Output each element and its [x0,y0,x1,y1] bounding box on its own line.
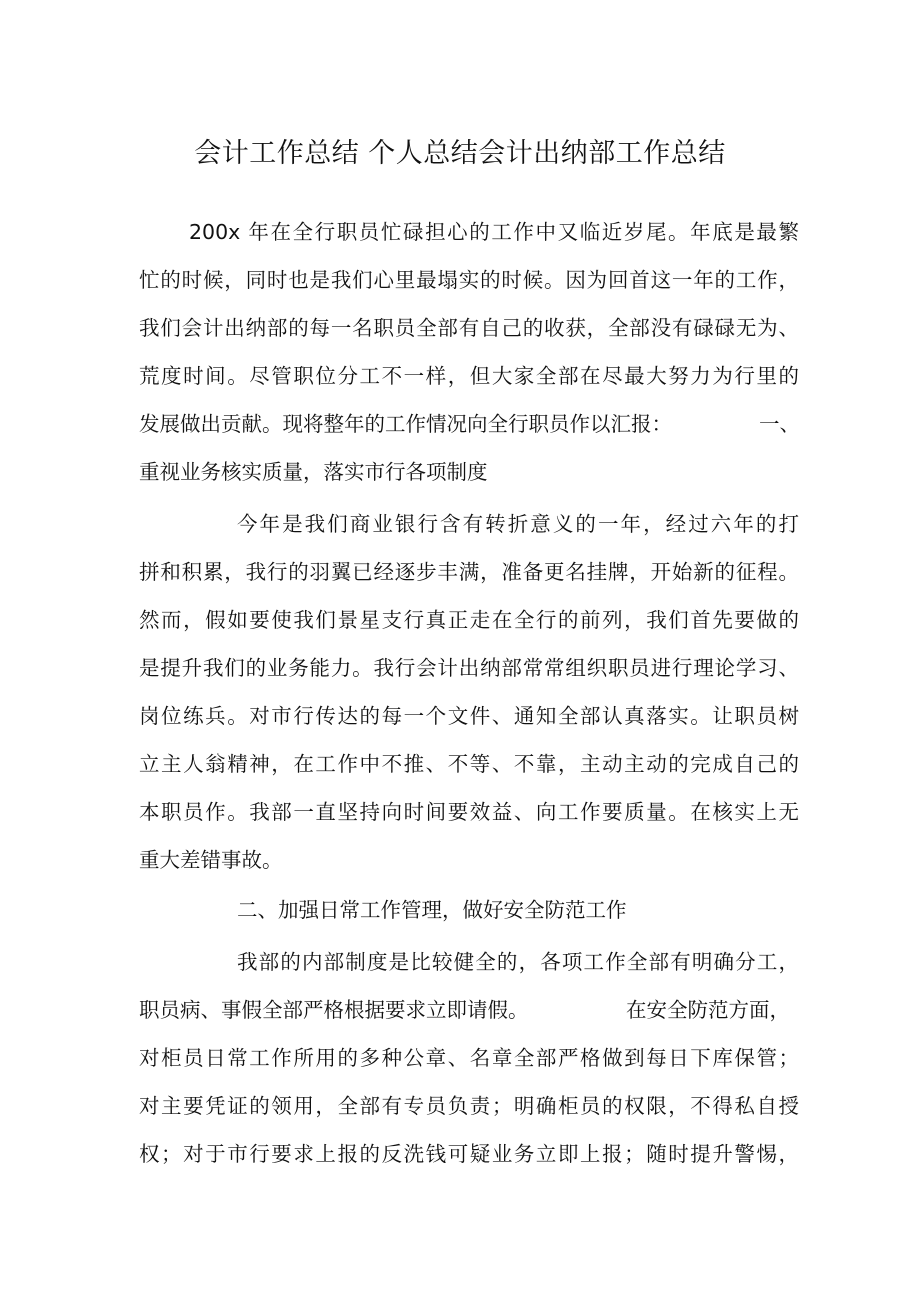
paragraph-text: 立主人翁精神，在工作中不推、不等、不靠，主动主动的完成自己的 [139,752,799,776]
paragraph-text: 拼和积累，我行的羽翼已经逐步丰满，准备更名挂牌，开始新的征程。 [139,560,799,584]
paragraph-2-line-3 [139,596,799,644]
paragraph-text: 今年是我们商业银行含有转折意义的一年，经过六年的打 [237,512,799,536]
paragraph-text: 职员病、事假全部严格根据要求立即请假。 [139,998,529,1022]
paragraph-2-line-6 [139,740,799,788]
paragraph-text: 本职员作。我部一直坚持向时间要效益、向工作要质量。在核实上无 [139,800,799,824]
paragraph-text: 荒度时间。尽管职位分工不一样，但大家全部在尽最大努力为行里的 [139,364,799,388]
paragraph-2-line-5 [139,692,799,740]
paragraph-text: 忙的时候，同时也是我们心里最塌实的时候。因为回首这一年的工作， [139,268,799,292]
paragraph-3-line-5 [139,1130,799,1178]
paragraph-3-line-4 [139,1082,799,1130]
paragraph-text: 发展做出贡献。现将整年的工作情况向全行职员作以汇报： [139,412,672,436]
paragraph-1-line-2 [139,256,799,304]
paragraph-text: 权；对于市行要求上报的反洗钱可疑业务立即上报；随时提升警惕， [139,1142,799,1166]
paragraph-1-line-5 [139,400,672,448]
paragraph-3-line-2b [626,986,790,1034]
paragraph-2-line-8 [139,836,283,884]
paragraph-text: 在安全防范方面， [626,998,790,1022]
paragraph-1-line-1 [189,208,799,256]
paragraph-3-line-1 [237,938,799,986]
paragraph-text: 是提升我们的业务能力。我行会计出纳部常常组织职员进行理论学习、 [139,656,799,680]
paragraph-text: 200x 年在全行职员忙碌担心的工作中又临近岁尾。年底是最繁 [189,220,799,244]
paragraph-text: 岗位练兵。对市行传达的每一个文件、通知全部认真落实。让职员树 [139,704,799,728]
paragraph-text: 我们会计出纳部的每一名职员全部有自己的收获，全部没有碌碌无为、 [139,316,799,340]
section-1-number [759,400,800,448]
paragraph-1-line-4 [139,352,799,400]
paragraph-3-line-2a [139,986,529,1034]
paragraph-text: 对主要凭证的领用，全部有专员负责；明确柜员的权限，不得私自授 [139,1094,799,1118]
document-title: 会计工作总结 个人总结会计出纳部工作总结 [194,138,726,170]
section-1-heading [139,448,488,496]
paragraph-text: 对柜员日常工作所用的多种公章、名章全部严格做到每日下库保管； [139,1046,799,1070]
section-2-heading [237,886,627,934]
paragraph-2-line-7 [139,788,799,836]
paragraph-2-line-4 [139,644,799,692]
paragraph-1-line-3 [139,304,799,352]
paragraph-2-line-1 [237,500,799,548]
paragraph-text: 我部的内部制度是比较健全的，各项工作全部有明确分工， [237,950,799,974]
paragraph-text: 然而，假如要使我们景星支行真正走在全行的前列，我们首先要做的 [139,608,799,632]
paragraph-3-line-3 [139,1034,799,1082]
section-number: 一、 [759,412,800,436]
paragraph-text: 重大差错事故。 [139,848,283,872]
section-heading-text: 重视业务核实质量，落实市行各项制度 [139,460,488,484]
paragraph-2-line-2 [139,548,799,596]
section-heading-text: 二、加强日常工作管理，做好安全防范工作 [237,898,627,922]
